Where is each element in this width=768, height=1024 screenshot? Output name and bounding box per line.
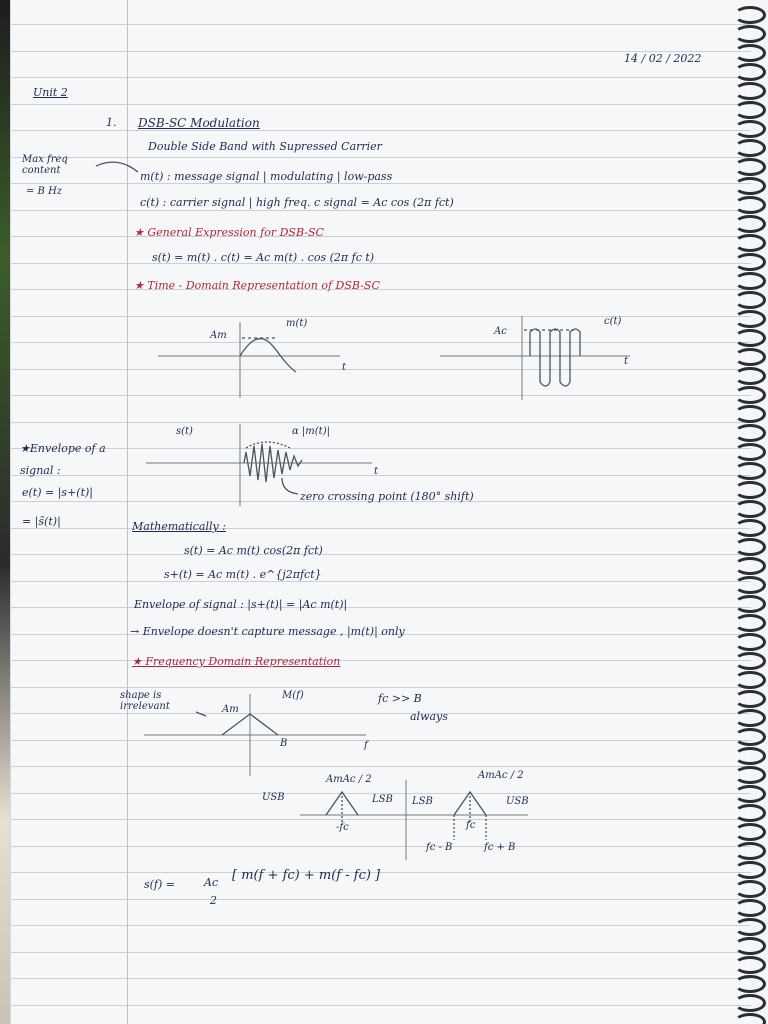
- mf-amplitude-label: Am: [222, 704, 239, 715]
- time-domain-title: ★ Time - Domain Representation of DSB-SC: [134, 279, 380, 292]
- shape-arrow: [196, 712, 206, 716]
- mf-bandwidth-label: B: [280, 738, 288, 749]
- sf-amp-right: AmAc / 2: [478, 770, 524, 781]
- neg-fc-label: -fc: [336, 822, 349, 833]
- lsb-right-label: LSB: [412, 796, 433, 807]
- mt-amplitude-label: Am: [210, 330, 227, 341]
- st-envelope-top: [246, 442, 290, 448]
- usb-left-label: USB: [262, 792, 285, 803]
- envelope-line: Envelope of signal : |s+(t)| = |Ac m(t)|: [134, 598, 348, 611]
- mt-plot-label: m(t): [286, 318, 308, 329]
- sf-right-triangle: [454, 792, 486, 815]
- pos-fc-label: fc: [466, 820, 476, 831]
- heading: DSB-SC Modulation: [138, 116, 260, 130]
- fc-minus-b-label: fc - B: [426, 842, 453, 853]
- zero-crossing-arrow: [282, 478, 298, 494]
- side-note-shape: shape is irrelevant: [120, 690, 170, 712]
- unit-label: Unit 2: [33, 86, 68, 99]
- fc-plus-b-label: fc + B: [484, 842, 516, 853]
- math-eq1: s(t) = Ac m(t) cos(2π fct): [184, 544, 323, 557]
- usb-right-label: USB: [506, 796, 529, 807]
- date: 14 / 02 / 2022: [624, 52, 702, 65]
- final-eq-numerator: Ac: [204, 876, 219, 889]
- mf-axis-label: f: [364, 740, 368, 751]
- final-eq-lhs: s(f) =: [144, 878, 176, 891]
- side-note-envelope-title: ★Envelope of a signal :: [20, 442, 106, 477]
- math-eq2: s+(t) = Ac m(t) . e^{j2πfct}: [164, 568, 322, 581]
- m-definition: m(t) : message signal | modulating | low-pass: [140, 170, 393, 183]
- heading-sub: Double Side Band with Supressed Carrier: [148, 140, 382, 153]
- general-expression-title: ★ General Expression for DSB-SC: [134, 226, 324, 239]
- st-axis-label: t: [374, 466, 379, 477]
- mathematically-label: Mathematically :: [132, 520, 226, 533]
- final-eq-rhs: [ m(f + fc) + m(f - fc) ]: [232, 868, 381, 883]
- frequency-domain-title: ★ Frequency Domain Representation: [132, 655, 341, 668]
- ct-amplitude-label: Ac: [494, 326, 507, 337]
- lsb-left-label: LSB: [372, 794, 393, 805]
- c-definition: c(t) : carrier signal | high freq. c signal = Ac cos (2π fct): [140, 196, 454, 209]
- mt-axis-label: t: [342, 362, 347, 373]
- mt-waveform: [240, 339, 296, 372]
- item-number: 1.: [106, 116, 117, 129]
- side-note-max-freq: Max freq content: [22, 154, 68, 176]
- side-note-envelope-eq1: e(t) = |s+(t)|: [22, 486, 94, 499]
- side-note-envelope-eq2: = |s̃(t)|: [22, 515, 61, 528]
- fc-note-always: always: [410, 710, 448, 723]
- st-proportional-label: α |m(t)|: [292, 426, 330, 437]
- zero-crossing-note: zero crossing point (180° shift): [300, 490, 474, 503]
- st-plot-label: s(t): [176, 426, 193, 437]
- mf-plot-label: M(f): [282, 690, 304, 701]
- ct-waveform: [530, 329, 580, 386]
- side-note-max-freq-val: = B Hz: [26, 186, 63, 197]
- sf-left-triangle: [326, 792, 358, 815]
- envelope-note: → Envelope doesn't capture message , |m(t)| only: [130, 625, 405, 638]
- sf-amp-left: AmAc / 2: [326, 774, 372, 785]
- final-eq-denominator: 2: [210, 894, 217, 907]
- fc-note: fc >> B: [378, 692, 422, 705]
- ct-axis-label: t: [624, 356, 629, 367]
- ct-plot-label: c(t): [604, 316, 622, 327]
- general-expression: s(t) = m(t) . c(t) = Ac m(t) . cos (2π fc t): [152, 251, 375, 264]
- max-freq-arrow: [96, 162, 138, 172]
